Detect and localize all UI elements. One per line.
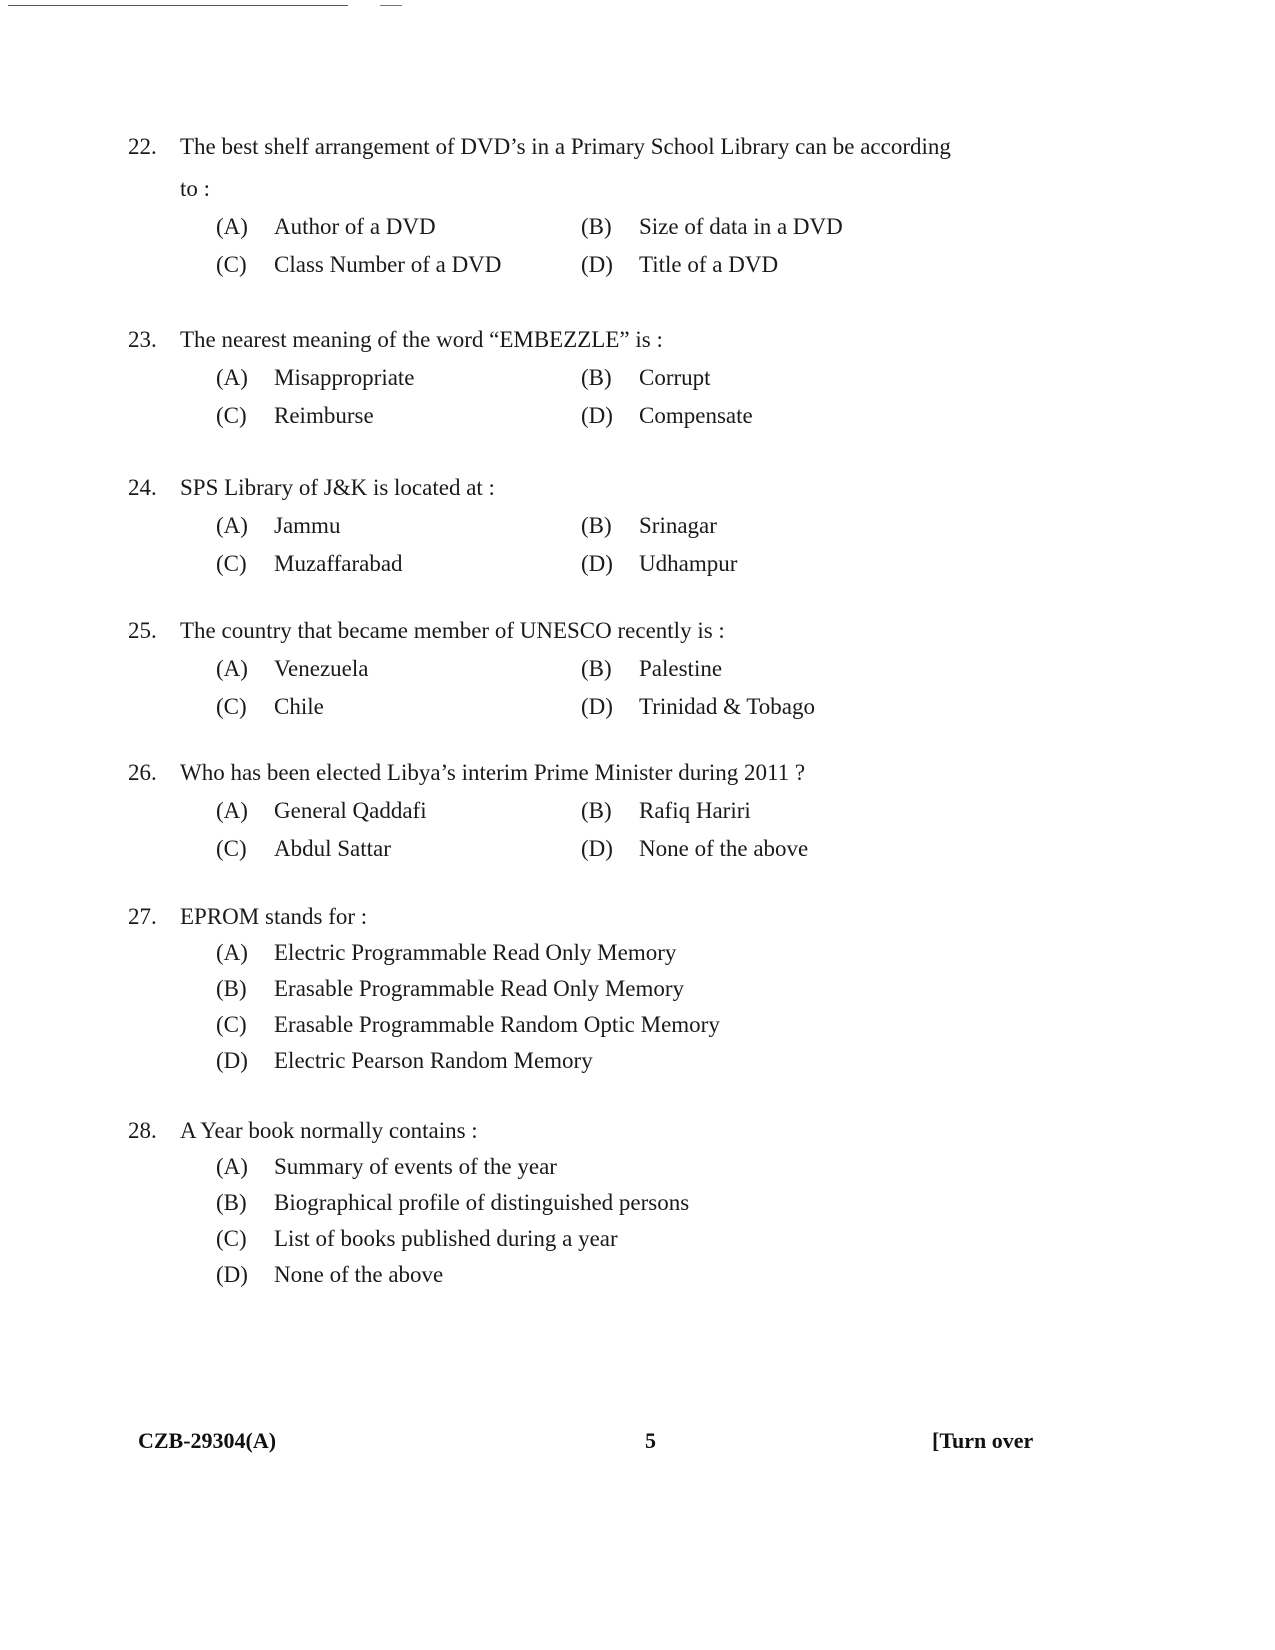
question-number: 27. [128, 904, 157, 929]
question-header [128, 325, 968, 355]
option-text: Trinidad & Tobago [639, 694, 816, 719]
option-letter: (A) [216, 798, 248, 823]
option-letter: (D) [216, 1262, 248, 1287]
option-a [216, 1152, 968, 1188]
option-text: Size of data in a DVD [639, 214, 843, 239]
option-letter: (A) [216, 1154, 248, 1179]
option-letter: (A) [216, 365, 248, 390]
option-letter: (D) [581, 252, 613, 277]
option-text: Rafiq Hariri [639, 798, 751, 823]
option-d [581, 692, 815, 722]
option-text: Title of a DVD [639, 252, 779, 277]
options-grid [216, 363, 968, 439]
question-header [128, 1116, 968, 1146]
options-row [216, 212, 968, 250]
question-header [128, 758, 968, 788]
options-row [216, 549, 968, 587]
question-number: 25. [128, 618, 157, 643]
option-a [216, 938, 968, 974]
options-row [216, 654, 968, 692]
option-text: Muzaffarabad [274, 551, 403, 576]
option-text: Udhampur [639, 551, 738, 576]
question-text: EPROM stands for : [180, 904, 368, 929]
option-d [581, 549, 737, 579]
option-text: Srinagar [639, 513, 717, 538]
question-22 [128, 132, 968, 288]
option-text: Abdul Sattar [274, 836, 391, 861]
option-a [216, 796, 427, 826]
option-text: Compensate [639, 403, 753, 428]
options-list [216, 938, 968, 1082]
options-row [216, 511, 968, 549]
options-row [216, 250, 968, 288]
options-list [216, 1152, 968, 1296]
options-grid [216, 511, 968, 587]
option-letter: (B) [581, 656, 612, 681]
option-letter: (B) [581, 214, 612, 239]
option-a [216, 511, 340, 541]
option-b [581, 654, 722, 684]
question-24 [128, 473, 968, 587]
option-letter: (C) [216, 1226, 247, 1251]
option-a [216, 212, 436, 242]
option-letter: (C) [216, 403, 247, 428]
question-text: The best shelf arrangement of DVD’s in a Primary School Library can be according [180, 134, 951, 159]
options-grid [216, 796, 968, 872]
option-letter: (C) [216, 252, 247, 277]
option-c [216, 1224, 968, 1260]
question-header [128, 473, 968, 503]
option-letter: (D) [581, 694, 613, 719]
top-rule-fragment [380, 5, 402, 6]
option-text: General Qaddafi [274, 798, 427, 823]
option-text: Reimburse [274, 403, 374, 428]
booklet-code: CZB-29304(A) [138, 1428, 277, 1453]
option-d [581, 834, 808, 864]
option-letter: (A) [216, 656, 248, 681]
option-text: Erasable Programmable Read Only Memory [274, 976, 685, 1001]
question-text: Who has been elected Libya’s interim Prime Minister during 2011 ? [180, 760, 806, 785]
question-text: SPS Library of J&K is located at : [180, 475, 495, 500]
option-b [581, 796, 751, 826]
question-28 [128, 1116, 968, 1296]
question-number: 24. [128, 475, 157, 500]
question-number: 28. [128, 1118, 157, 1143]
option-text: Class Number of a DVD [274, 252, 502, 277]
option-letter: (A) [216, 513, 248, 538]
option-c [216, 401, 374, 431]
option-letter: (C) [216, 1012, 247, 1037]
option-b [216, 974, 968, 1010]
option-letter: (B) [581, 513, 612, 538]
options-grid [216, 212, 968, 288]
option-letter: (B) [216, 976, 247, 1001]
options-row [216, 363, 968, 401]
top-rule [8, 5, 348, 6]
option-letter: (D) [581, 403, 613, 428]
option-d [581, 401, 753, 431]
option-c [216, 549, 403, 579]
question-number: 22. [128, 134, 157, 159]
option-b [581, 363, 711, 393]
option-text: Electric Pearson Random Memory [274, 1048, 593, 1073]
option-text: List of books published during a year [274, 1226, 618, 1251]
option-text: Palestine [639, 656, 723, 681]
options-row [216, 401, 968, 439]
option-letter: (A) [216, 940, 248, 965]
option-c [216, 250, 501, 280]
option-letter: (C) [216, 694, 247, 719]
option-c [216, 1010, 968, 1046]
question-text: The country that became member of UNESCO recently is : [180, 618, 725, 643]
question-number: 26. [128, 760, 157, 785]
option-letter: (B) [216, 1190, 247, 1215]
question-23 [128, 325, 968, 439]
option-letter: (D) [216, 1048, 248, 1073]
question-number: 23. [128, 327, 157, 352]
options-row [216, 796, 968, 834]
question-header [128, 902, 968, 932]
option-c [216, 692, 324, 722]
option-text: Biographical profile of distinguished persons [274, 1190, 690, 1215]
option-letter: (C) [216, 551, 247, 576]
question-text: The nearest meaning of the word “EMBEZZLE” is : [180, 327, 663, 352]
option-letter: (B) [581, 365, 612, 390]
option-text: Erasable Programmable Random Optic Memory [274, 1012, 720, 1037]
options-grid [216, 654, 968, 730]
option-d [216, 1260, 968, 1296]
option-d [581, 250, 778, 280]
turn-over-label: [Turn over [932, 1428, 1034, 1453]
option-d [216, 1046, 968, 1082]
option-text: Corrupt [639, 365, 711, 390]
option-a [216, 654, 369, 684]
question-25 [128, 616, 968, 730]
question-text-continuation: to : [180, 176, 211, 201]
question-header [128, 616, 968, 646]
option-b [581, 511, 717, 541]
option-text: Chile [274, 694, 324, 719]
page-number: 5 [645, 1428, 656, 1453]
option-text: Misappropriate [274, 365, 415, 390]
option-a [216, 363, 415, 393]
option-c [216, 834, 391, 864]
question-26 [128, 758, 968, 872]
option-letter: (C) [216, 836, 247, 861]
options-row [216, 692, 968, 730]
option-text: None of the above [274, 1262, 444, 1287]
question-header [128, 132, 968, 204]
option-b [216, 1188, 968, 1224]
option-text: None of the above [639, 836, 809, 861]
option-text: Author of a DVD [274, 214, 436, 239]
option-text: Electric Programmable Read Only Memory [274, 940, 677, 965]
option-text: Venezuela [274, 656, 369, 681]
option-b [581, 212, 843, 242]
option-letter: (A) [216, 214, 248, 239]
option-letter: (B) [581, 798, 612, 823]
option-letter: (D) [581, 836, 613, 861]
option-letter: (D) [581, 551, 613, 576]
option-text: Summary of events of the year [274, 1154, 557, 1179]
option-text: Jammu [274, 513, 341, 538]
question-27 [128, 902, 968, 1082]
options-row [216, 834, 968, 872]
question-text: A Year book normally contains : [180, 1118, 478, 1143]
